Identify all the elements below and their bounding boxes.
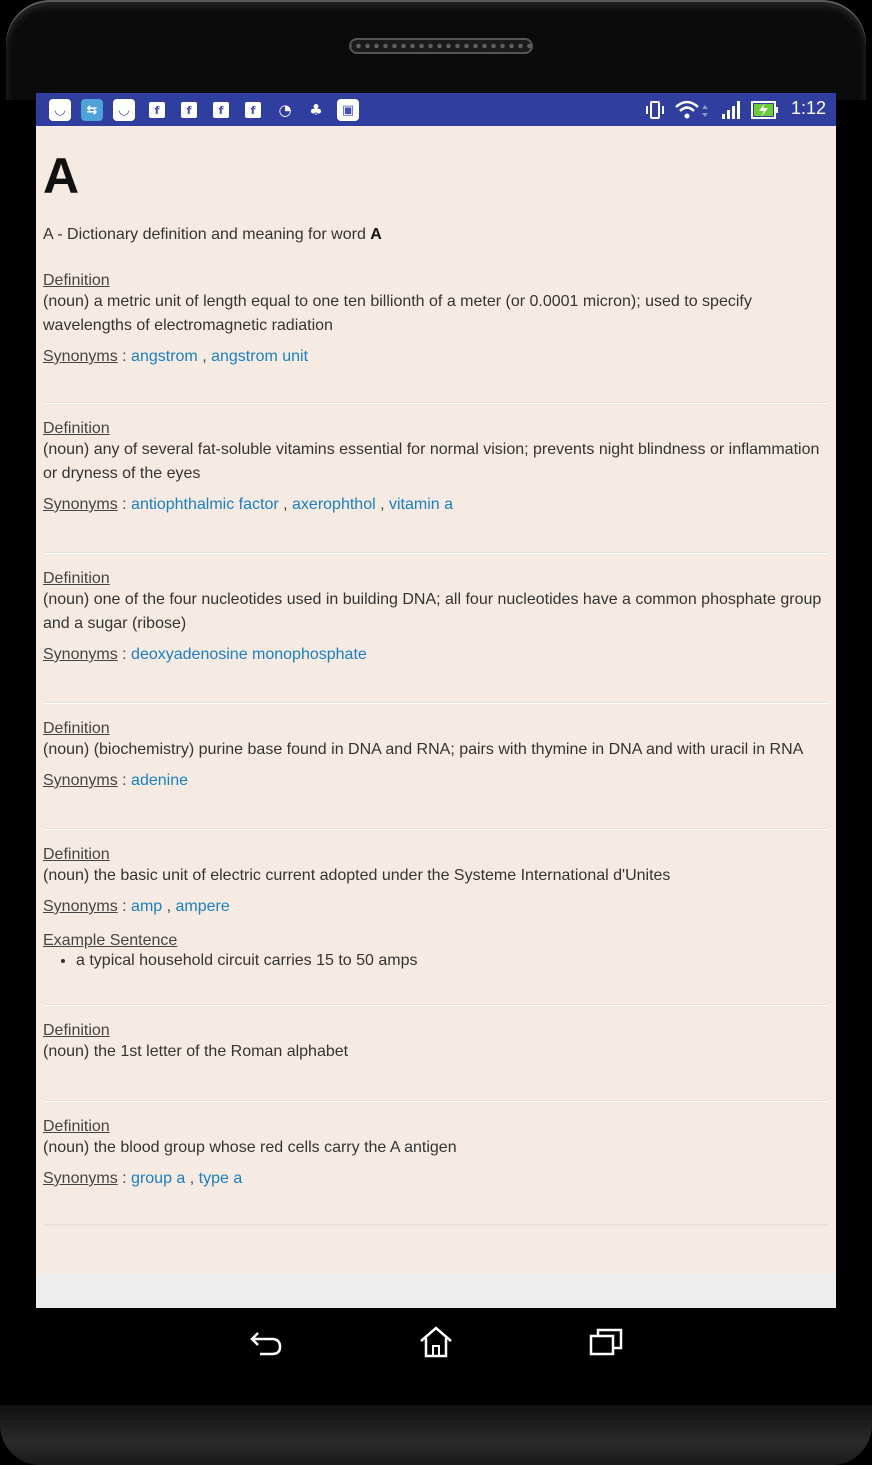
recents-icon[interactable]: [581, 1320, 631, 1364]
definition-label: Definition: [43, 420, 110, 437]
example-section: [43, 932, 829, 970]
intro-word: A: [370, 226, 382, 243]
speaker-grille: [349, 38, 533, 54]
synonyms-label: Synonyms: [43, 1170, 118, 1187]
definition-entry: [43, 1101, 829, 1225]
android-icon: ♣: [309, 101, 323, 119]
screen: [36, 93, 836, 1308]
synonym-link[interactable]: ampere: [175, 898, 230, 915]
definition-label: Definition: [43, 846, 110, 863]
vibrate-icon: [644, 99, 666, 121]
example-sentence: • a typical household circuit carries 15 to 50 amps: [76, 952, 829, 970]
page-title: A: [43, 148, 80, 204]
gallery-icon: ⇆: [81, 99, 103, 121]
definition-label: Definition: [43, 570, 110, 587]
bag-icon: ◡: [49, 99, 71, 121]
synonym-link[interactable]: type a: [198, 1170, 243, 1187]
synonym-link[interactable]: antiophthalmic factor: [131, 496, 279, 513]
definition-entry: [43, 553, 829, 703]
synonyms-row: [43, 496, 829, 514]
definition-entry: [43, 403, 829, 553]
synonyms-separator: :: [117, 348, 132, 365]
bottom-panel: [36, 1274, 836, 1308]
nav-bar: [0, 1308, 872, 1405]
synonyms-separator: :: [117, 1170, 132, 1187]
definition-text: (noun) the basic unit of electric current adopted under the Systeme International d'Unites: [43, 867, 671, 884]
intro-text: A - Dictionary definition and meaning for word A: [43, 226, 382, 243]
synonym-link[interactable]: vitamin a: [389, 496, 454, 513]
synonyms-label: Synonyms: [43, 496, 118, 513]
facebook-icon: f: [181, 102, 197, 118]
synonyms-separator: :: [117, 898, 132, 915]
definition-label: Definition: [43, 1022, 110, 1039]
clock-icon: ◔: [278, 101, 292, 119]
battery-icon: [750, 99, 780, 121]
synonym-link[interactable]: amp: [131, 898, 163, 915]
briefcase-icon: ▣: [337, 99, 359, 121]
definition-list: [43, 244, 829, 1225]
synonyms-separator: :: [117, 496, 132, 513]
status-bar: [36, 93, 836, 126]
synonym-comma: ,: [375, 496, 389, 513]
synonym-link[interactable]: angstrom unit: [211, 348, 309, 365]
synonym-link[interactable]: angstrom: [131, 348, 198, 365]
definition-text: (noun) the 1st letter of the Roman alphabet: [43, 1043, 349, 1060]
definition-entry: [43, 829, 829, 1005]
example-label: Example Sentence: [43, 932, 178, 949]
synonym-link[interactable]: group a: [131, 1170, 186, 1187]
synonyms-row: [43, 1170, 829, 1188]
facebook-icon: f: [245, 102, 261, 118]
definition-text: (noun) (biochemistry) purine base found in DNA and RNA; pairs with thymine in DNA and with uracil in RNA: [43, 741, 804, 758]
synonyms-label: Synonyms: [43, 898, 118, 915]
definition-text: (noun) a metric unit of length equal to one ten billionth of a meter (or 0.0001 micron); used to specify wavelengths of electromagnetic radiation: [43, 293, 752, 334]
synonyms-row: [43, 772, 829, 790]
bag-icon: ◡: [113, 99, 135, 121]
synonym-link[interactable]: adenine: [131, 772, 188, 789]
home-icon[interactable]: [411, 1320, 461, 1364]
definition-entry: [43, 244, 829, 403]
synonyms-row: [43, 898, 829, 916]
synonyms-separator: :: [117, 772, 132, 789]
definition-entry: [43, 1005, 829, 1101]
facebook-icon: f: [149, 102, 165, 118]
definition-text: (noun) one of the four nucleotides used in building DNA; all four nucleotides have a common phosphate group and a sugar (ribose): [43, 591, 822, 632]
synonym-comma: ,: [162, 898, 176, 915]
synonym-comma: ,: [278, 496, 293, 513]
definition-text: (noun) the blood group whose red cells carry the A antigen: [43, 1139, 457, 1156]
wifi-icon: [674, 99, 712, 121]
definition-text: (noun) any of several fat-soluble vitamins essential for normal vision; prevents night blindness or inflammation or dryness of the eyes: [43, 441, 820, 482]
synonyms-label: Synonyms: [43, 772, 118, 789]
definition-label: Definition: [43, 720, 110, 737]
synonym-comma: ,: [197, 348, 212, 365]
definition-entry: [43, 703, 829, 829]
synonyms-label: Synonyms: [43, 348, 118, 365]
synonyms-label: Synonyms: [43, 646, 118, 663]
synonyms-row: [43, 646, 829, 664]
synonym-link[interactable]: axerophthol: [292, 496, 376, 513]
synonym-comma: ,: [185, 1170, 199, 1187]
phone-bezel-bottom: [0, 1405, 872, 1465]
synonyms-row: [43, 348, 829, 366]
synonyms-separator: :: [117, 646, 132, 663]
clock-time: 1:12: [790, 98, 826, 118]
synonym-link[interactable]: deoxyadenosine monophosphate: [131, 646, 367, 663]
definition-label: Definition: [43, 272, 110, 289]
definition-label: Definition: [43, 1118, 110, 1135]
phone-bezel-top: [6, 0, 866, 100]
example-list: [43, 952, 829, 970]
back-icon[interactable]: [241, 1320, 291, 1364]
dictionary-content: [43, 126, 829, 1225]
facebook-icon: f: [213, 102, 229, 118]
signal-icon: [720, 99, 742, 121]
